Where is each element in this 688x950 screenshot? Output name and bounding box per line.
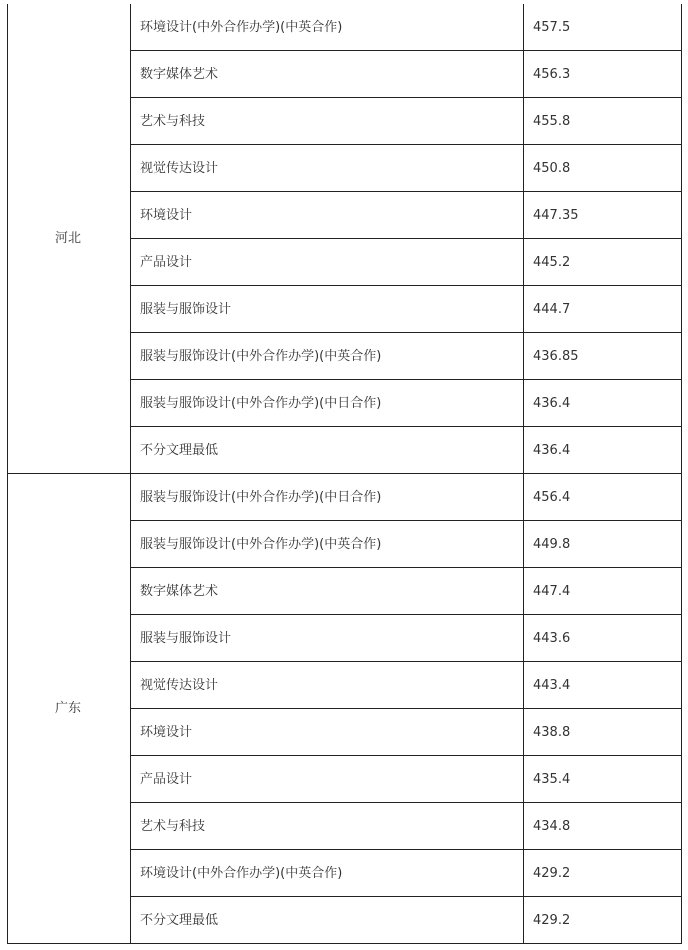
major-cell: 服装与服饰设计(中外合作办学)(中英合作) [131, 521, 524, 568]
major-cell: 数字媒体艺术 [131, 568, 524, 615]
major-cell: 艺术与科技 [131, 803, 524, 850]
major-cell: 不分文理最低 [131, 897, 524, 944]
major-cell: 服装与服饰设计(中外合作办学)(中日合作) [131, 474, 524, 521]
major-cell: 环境设计 [131, 192, 524, 239]
province-cell: 广东 [8, 474, 131, 944]
score-cell: 436.4 [524, 380, 682, 427]
score-cell: 456.4 [524, 474, 682, 521]
score-table-body [8, 4, 682, 944]
major-cell: 环境设计(中外合作办学)(中英合作) [131, 4, 524, 51]
province-cell: 河北 [8, 4, 131, 474]
major-cell: 产品设计 [131, 239, 524, 286]
score-cell: 429.2 [524, 850, 682, 897]
table-row [8, 474, 682, 521]
score-cell: 447.35 [524, 192, 682, 239]
major-cell: 服装与服饰设计(中外合作办学)(中日合作) [131, 380, 524, 427]
major-cell: 数字媒体艺术 [131, 51, 524, 98]
score-cell: 435.4 [524, 756, 682, 803]
major-cell: 产品设计 [131, 756, 524, 803]
score-cell: 445.2 [524, 239, 682, 286]
score-cell: 438.8 [524, 709, 682, 756]
major-cell: 视觉传达设计 [131, 145, 524, 192]
score-cell: 429.2 [524, 897, 682, 944]
major-cell: 服装与服饰设计(中外合作办学)(中英合作) [131, 333, 524, 380]
table-row [8, 4, 682, 51]
major-cell: 环境设计 [131, 709, 524, 756]
score-cell: 447.4 [524, 568, 682, 615]
major-cell: 艺术与科技 [131, 98, 524, 145]
score-cell: 443.6 [524, 615, 682, 662]
score-cell: 436.85 [524, 333, 682, 380]
major-cell: 服装与服饰设计 [131, 286, 524, 333]
score-cell: 449.8 [524, 521, 682, 568]
score-cell: 450.8 [524, 145, 682, 192]
major-cell: 视觉传达设计 [131, 662, 524, 709]
score-cell: 444.7 [524, 286, 682, 333]
score-cell: 434.8 [524, 803, 682, 850]
score-cell: 436.4 [524, 427, 682, 474]
score-cell: 456.3 [524, 51, 682, 98]
admission-score-table [7, 4, 682, 944]
major-cell: 不分文理最低 [131, 427, 524, 474]
score-cell: 455.8 [524, 98, 682, 145]
score-cell: 443.4 [524, 662, 682, 709]
score-cell: 457.5 [524, 4, 682, 51]
major-cell: 环境设计(中外合作办学)(中英合作) [131, 850, 524, 897]
major-cell: 服装与服饰设计 [131, 615, 524, 662]
